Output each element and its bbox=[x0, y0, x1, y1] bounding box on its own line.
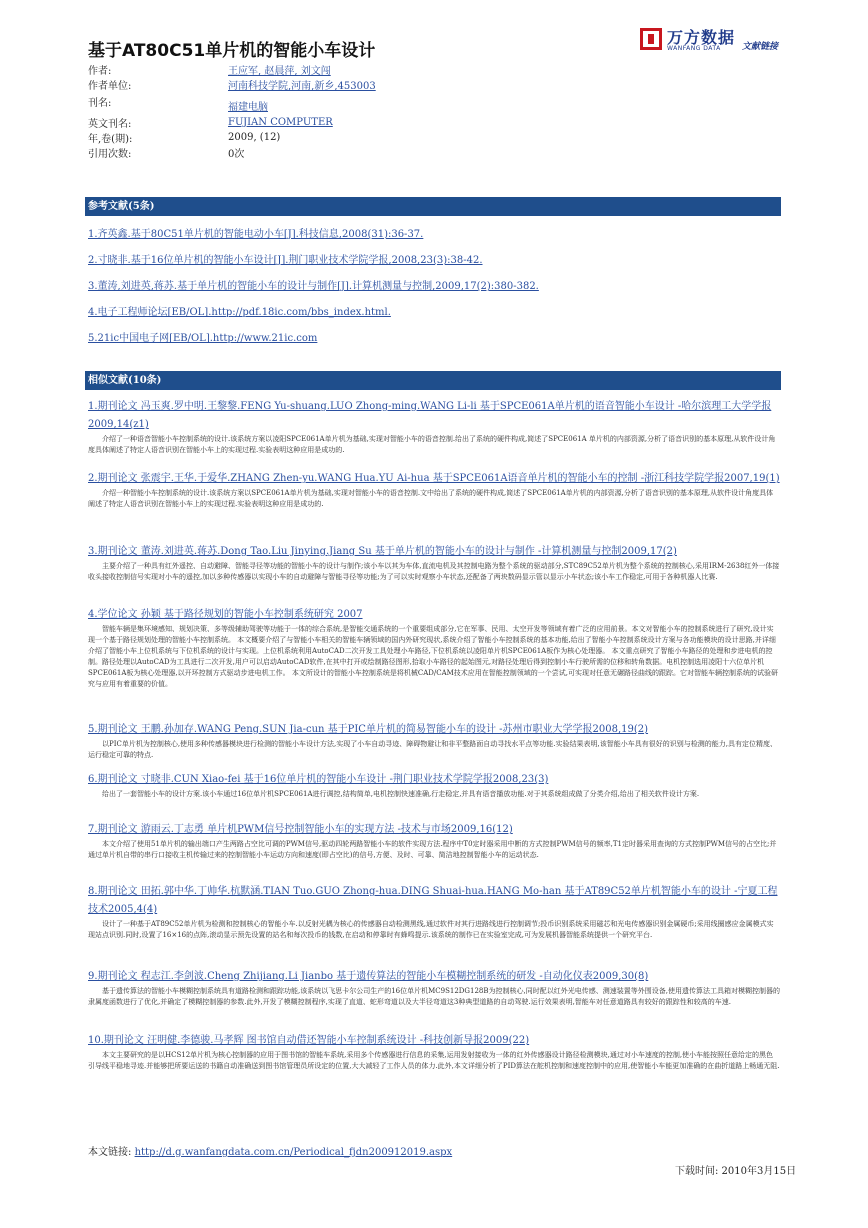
meta-label: 作者: bbox=[88, 66, 112, 77]
similar-item-abstract: 介绍一种智能小车控制系统的设计.该系统方案以SPCE061A单片机为基础,实现对智能小车的语音控制.文中给出了系统的硬件构成,简述了SPCE061A单片机的内部资源,分析了语音识别的基本原理,从软件设计角度具体阐述了特定人语音识别在智能小车上的实现过程.实验表明这种应用是成功的. bbox=[88, 489, 774, 508]
reference-item[interactable] bbox=[88, 280, 539, 294]
meta-block bbox=[88, 62, 788, 160]
similar-item-title[interactable]: 9.期刊论文 程志江.李剑波.Cheng Zhijiang.Li Jianbo 基于遗传算法的智能小车模糊控制系统的研发 -自动化仪表2009,30(8) bbox=[88, 971, 649, 982]
similar-item bbox=[88, 821, 780, 861]
similar-item-title[interactable]: 4.学位论文 孙颖 基于路径规划的智能小车控制系统研究 2007 bbox=[88, 609, 363, 620]
similar-item bbox=[88, 771, 780, 800]
year-volume: 2009, (12) bbox=[228, 132, 281, 143]
reference-link[interactable]: 4.电子工程师论坛[EB/OL].http://pdf.18ic.com/bbs_index.html. bbox=[88, 307, 391, 318]
citation-count: 0次 bbox=[228, 149, 245, 160]
reference-link[interactable]: 1.齐英鑫.基于80C51单片机的智能电动小车[J].科技信息,2008(31):36-37. bbox=[88, 229, 424, 240]
meta-label: 作者单位: bbox=[88, 81, 132, 92]
logo-en: WANFANG DATA bbox=[667, 45, 721, 52]
references-header: 参考文献(5条) bbox=[85, 197, 781, 216]
wanfang-logo[interactable] bbox=[640, 28, 790, 58]
similar-header: 相似文献(10条) bbox=[85, 371, 781, 390]
reference-link[interactable]: 2.寸晓非.基于16位单片机的智能小车设计[J].荆门职业技术学院学报,2008,23(3):38-42. bbox=[88, 255, 483, 266]
similar-item bbox=[88, 543, 780, 583]
journal-en-link[interactable]: FUJIAN COMPUTER bbox=[228, 117, 333, 128]
meta-row bbox=[88, 92, 788, 115]
reference-item[interactable] bbox=[88, 228, 423, 242]
affiliation-link[interactable]: 河南科技学院,河南,新乡,453003 bbox=[228, 81, 376, 92]
footer-link-row bbox=[88, 1143, 452, 1158]
meta-label: 刊名: bbox=[88, 98, 112, 109]
similar-item bbox=[88, 1032, 780, 1072]
similar-item-title[interactable]: 6.期刊论文 寸晓非.CUN Xiao-fei 基于16位单片机的智能小车设计 -荆门职业技术学院学报2008,23(3) bbox=[88, 774, 549, 785]
logo-cn: 万方数据 bbox=[667, 28, 736, 47]
footer-label: 本文链接: bbox=[88, 1147, 132, 1158]
wanfang-logo-icon bbox=[640, 28, 662, 50]
meta-row bbox=[88, 145, 788, 160]
similar-item-title[interactable]: 5.期刊论文 王鹏.孙加存.WANG Peng.SUN Jia-cun 基于PIC单片机的简易智能小车的设计 -苏州市职业大学学报2008,19(2) bbox=[88, 724, 649, 735]
similar-item-abstract: 设计了一种基于AT89C52单片机为检测和控制核心的智能小车.以反射光耦为核心的传感器自动检测黑线,通过软件对其行进路线进行控制调节;投币识别系统采用磁芯和光电传感器识别金属硬币;采用线圈感应金属模式实现站点识别.同时,设置了16×16的点阵,滚动显示预先设置的站名和每次投币的钱数,在启动和停靠时有蜂鸣提示.该系统的制作已在实验室完成,可为发展机器智能系统提供一个研究平台. bbox=[88, 920, 774, 939]
meta-row bbox=[88, 77, 788, 92]
similar-item-title[interactable]: 8.期刊论文 田拓.郭中华.丁帅华.杭默涵.TIAN Tuo.GUO Zhong-hua.DING Shuai-hua.HANG Mo-han 基于AT89C52单片机智能小车的设计 -宁夏工程技术2005,4(4) bbox=[88, 886, 778, 915]
reference-item[interactable] bbox=[88, 254, 483, 268]
reference-item[interactable] bbox=[88, 332, 317, 346]
journal-link[interactable]: 福建电脑 bbox=[228, 102, 268, 113]
download-time: 下载时间: 2010年3月15日 bbox=[675, 1166, 797, 1177]
similar-item-title[interactable]: 1.期刊论文 冯玉爽.罗中明.王黎黎.FENG Yu-shuang.LUO Zhong-ming.WANG Li-li 基于SPCE061A单片机的语音智能小车设计 -哈尔滨理工大学学报2009,14(z1) bbox=[88, 401, 772, 430]
similar-item-title[interactable]: 3.期刊论文 董涛.刘进英.蒋苏.Dong Tao.Liu Jinying.Jiang Su 基于单片机的智能小车的设计与制作 -计算机测量与控制2009,17(2) bbox=[88, 546, 677, 557]
similar-item-abstract: 给出了一套智能小车的设计方案.该小车通过16位单片机SPCE061A进行调控,结构简单,电机控制快速准确,行走稳定,并具有语音播放功能.对于其系统组成做了分类介绍,给出了相关软件设计方案. bbox=[102, 790, 700, 798]
similar-item-title[interactable]: 7.期刊论文 游雨云.丁志勇 单片机PWM信号控制智能小车的实现方法 -技术与市场2009,16(12) bbox=[88, 824, 513, 835]
similar-item-abstract: 介绍了一种语音智能小车控制系统的设计.该系统方案以凌阳SPCE061A单片机为基础,实现对智能小车的语音控制.给出了系统的硬件构成,简述了SPCE061A 单片机的内部资源,分析了语音识别的基本原理,从软件设计角度具体阐述了特定人语音识别在智能小车上的实现过程.实验表明这种应用是成功的. bbox=[88, 435, 776, 454]
similar-item-abstract: 本文介绍了使用51单片机的输出端口产生两路占空比可调的PWM信号,驱动四轮两路智能小车的软件实现方法.程序中T0定时器采用中断的方式控制PWM信号的频率,T1定时器采用查询的方式控制PWM信号的占空比;并通过单片机自带的串行口接收主机传输过来的控制智能小车运动方向和速度(即占空比)的信号,方便、及时、可靠、简洁地控制智能小车的运动状态. bbox=[88, 840, 777, 859]
reference-link[interactable]: 5.21ic中国电子网[EB/OL].http://www.21ic.com bbox=[88, 333, 318, 344]
meta-label: 年,卷(期): bbox=[88, 134, 133, 145]
meta-row bbox=[88, 130, 788, 145]
similar-item-abstract: 以PIC单片机为控制核心,使用多种传感器模块进行检测的智能小车设计方法,实现了小车自动寻迹、障碍物避让和非平整路面自动寻找水平点等功能.实验结果表明,该智能小车具有很好的识别与检测的能力,具有定位精度、运行稳定可靠的特点. bbox=[88, 740, 777, 759]
similar-item-abstract: 本文主要研究的是以HCS12单片机为核心控制器的应用于图书馆的智能车系统,采用多个传感器进行信息的采集,运用发射接收为一体的红外传感器设计路径检测模块,通过对小车速度的控制,使小车能按照任意给定的黑色引导线平稳地寻迹.并能够把所要运送的书籍自动准确送到图书馆管理员所设定的位置,大大减轻了工作人员的体力.此外,本文详细分析了PID算法在舵机控制和速度控制中的应用,使智能小车能更加准确的在曲折道路上畅通无阻. bbox=[88, 1051, 780, 1070]
similar-item bbox=[88, 606, 780, 690]
similar-item bbox=[88, 721, 780, 761]
similar-item-abstract: 基于遗传算法的智能小车模糊控制系统具有道路检测和跟踪功能,该系统以飞思卡尔公司生产的16位单片机MC9S12DG128B为控制核心,同时配以红外光电传感、测速装置等外围设备,使用遗传算法工具箱对模糊控制器的隶属度函数进行了优化,并确定了模糊控制器的参数.此外,开发了模糊控制程序,实现了直道、蛇形弯道以及大半径弯道这3种典型道路的自动驾驶.运行效果表明,智能车对任意道路具有较好的跟踪性和较高的车速. bbox=[88, 987, 780, 1006]
similar-item bbox=[88, 968, 780, 1008]
reference-item[interactable] bbox=[88, 306, 391, 320]
similar-item bbox=[88, 470, 780, 510]
similar-item-title[interactable]: 2.期刊论文 张震宇.王华.于爱华.ZHANG Zhen-yu.WANG Hua.YU Ai-hua 基于SPCE061A语音单片机的智能小车的控制 -浙江科技学院学报2007,19(1) bbox=[88, 473, 780, 484]
logo-tag: 文献链接 bbox=[742, 42, 779, 52]
similar-item-abstract: 主要介绍了一种具有红外遥控、自动避障、智能寻径等功能的智能小车的设计与制作;该小车以其为车体,直流电机及其控制电路为整个系统的驱动部分,STC89C52单片机为整个系统的控制核心,采用IRM-2638红外一体接收头接收控制信号实现对小车的遥控,加以多种传感器以实现小车的自动避障与智能寻径等功能;为了可以实时观察小车状态,还配备了两块数码显示管以显示小车状态;该小车工作稳定,可用于各种机器人比赛. bbox=[88, 562, 780, 581]
meta-label: 英文刊名: bbox=[88, 119, 132, 130]
meta-label: 引用次数: bbox=[88, 149, 132, 160]
similar-item-abstract: 智能车辆是集环境感知、规划决策、多等级辅助驾驶等功能于一体的综合系统,是智能交通系统的一个重要组成部分,它在军事、民用、太空开发等领域有着广泛的应用前景。本文对智能小车的控制系统进行了研究,设计实现一个基于路径规划处理的智能小车控制系统。 本文概要介绍了与智能小车相关的智能车辆领域的国内外研究现状,系统介绍了智能小车控制系统的基本功能,给出了智能小车控制系统设计方案与各功能模块的设计思路,并详细介绍了智能小车上位机系统与下位机系统的设计与实现。上位机系统利用AutoCAD二次开发工具处理小车路径,下位机系统以凌阳单片机SPCE061A板作为核心处理器。 本文重点研究了智能小车路径的处理和步进电机的控制。路径处理以AutoCAD为工具进行二次开发,用户可以启动AutoCAD软件,在其中打开或绘制路径图形,拾取小车路径的起始图元,对路径处理后得到控制小车行驶所需的位移和转角数据。电机控制选用凌阳十六位单片机SPCE061A板为核心处理器,以开环控制方式驱动步进电机工作。 本文所设计的智能小车控制系统是将机械CAD/CAM技术应用在智能控制领域的一个尝试,可实现对任意无碾路径曲线的跟踪。它对智能车辆控制系统的试验研究与应用有着重要的价值。 bbox=[88, 625, 779, 688]
article-url-link[interactable]: http://d.g.wanfangdata.com.cn/Periodical_fjdn200912019.aspx bbox=[134, 1147, 453, 1158]
page-title: 基于AT80C51单片机的智能小车设计 bbox=[88, 41, 376, 61]
reference-link[interactable]: 3.董涛,刘进英,蒋苏.基于单片机的智能小车的设计与制作[J].计算机测量与控制,2009,17(2):380-382. bbox=[88, 281, 539, 292]
meta-row bbox=[88, 62, 788, 77]
similar-item-title[interactable]: 10.期刊论文 汪明健.李德骏.马孝辉 图书馆自动借还智能小车控制系统设计 -科技创新导报2009(22) bbox=[88, 1035, 530, 1046]
author-link[interactable]: 王应军, 赵晨萍, 刘文闯 bbox=[228, 66, 331, 77]
similar-item bbox=[88, 883, 780, 941]
similar-item bbox=[88, 398, 780, 456]
meta-row bbox=[88, 115, 788, 130]
